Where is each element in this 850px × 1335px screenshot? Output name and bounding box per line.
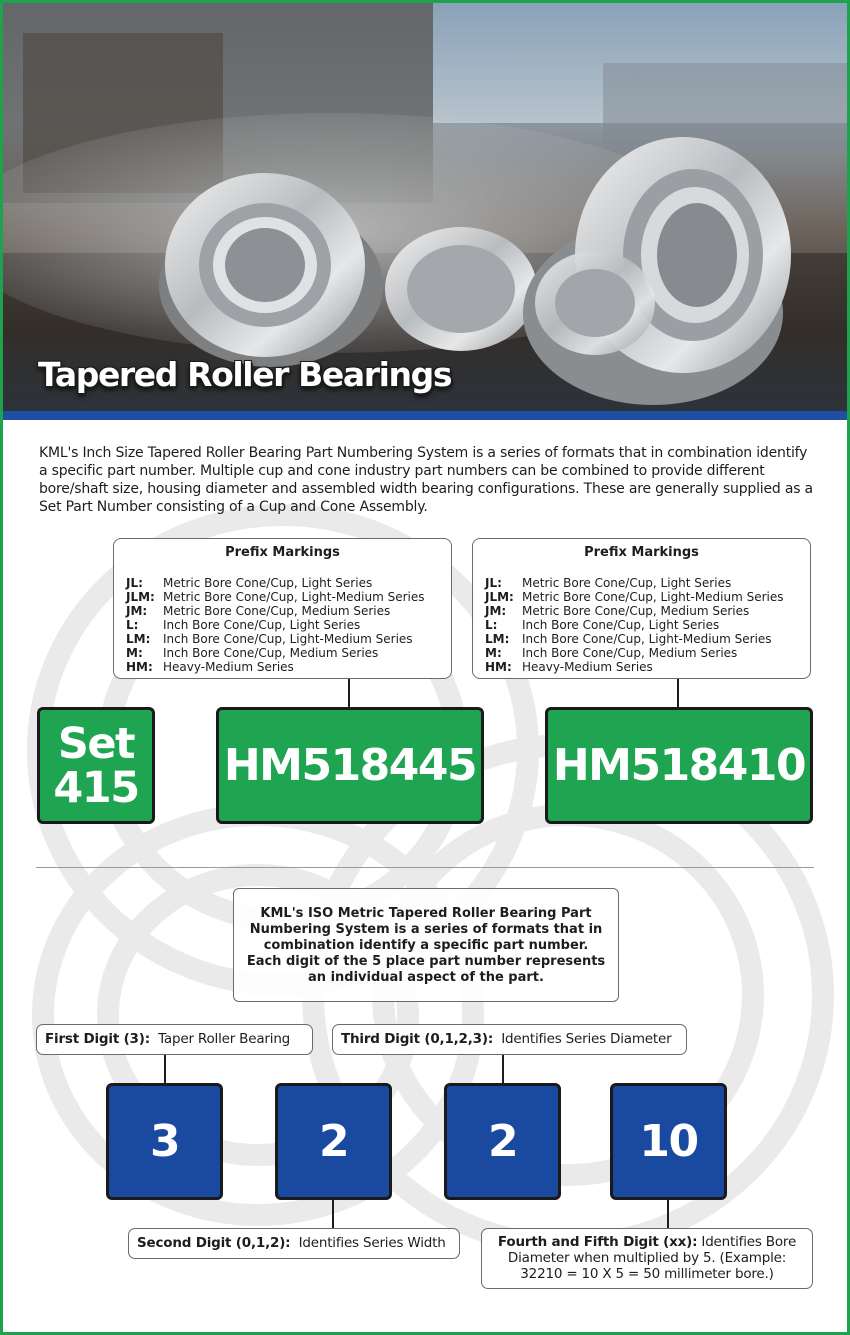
third-digit-title: Third Digit (0,1,2,3):: [341, 1031, 494, 1047]
set-part-number-tile: [37, 707, 155, 824]
prefix-code: JL:: [126, 576, 143, 590]
digit-tile-fourth-fifth: 10: [610, 1083, 727, 1200]
prefix-desc: Inch Bore Cone/Cup, Light-Medium Series: [163, 632, 413, 646]
connector-line: [348, 679, 350, 707]
prefix-row: [485, 576, 798, 590]
third-digit-label: [332, 1024, 687, 1055]
prefix-desc: Metric Bore Cone/Cup, Light Series: [522, 576, 732, 590]
second-digit-title: Second Digit (0,1,2):: [137, 1235, 291, 1251]
prefix-markings-title: Prefix Markings: [225, 545, 340, 560]
intro-paragraph: KML's Inch Size Tapered Roller Bearing Part Numbering System is a series of formats that in combination identify a specific part number. Multiple cup and cone industry part numbers can be combined to provide different bore/shaft size, housing diameter and assembled width bearing configurations. These are generally supplied as a Set Part Number consisting of a Cup and Cone Assembly.: [39, 445, 813, 515]
bearing-middle-icon: [385, 227, 537, 351]
prefix-code: LM:: [485, 632, 510, 646]
second-digit-desc: Identifies Series Width: [298, 1235, 446, 1251]
prefix-row: [126, 604, 439, 618]
bearing-photo-icon: [3, 3, 847, 413]
prefix-desc: Inch Bore Cone/Cup, Light Series: [522, 618, 720, 632]
prefix-code: JL:: [485, 576, 502, 590]
prefix-markings-title: Prefix Markings: [584, 545, 699, 560]
prefix-desc: Inch Bore Cone/Cup, Light Series: [163, 618, 361, 632]
prefix-row: [485, 646, 798, 660]
prefix-desc: Metric Bore Cone/Cup, Medium Series: [163, 604, 391, 618]
prefix-row: [126, 618, 439, 632]
prefix-row: [485, 590, 798, 604]
connector-line: [502, 1055, 504, 1083]
cup-part-number-tile: HM518410: [545, 707, 813, 824]
prefix-desc: Metric Bore Cone/Cup, Light Series: [163, 576, 373, 590]
prefix-markings-box-cone: [113, 538, 452, 679]
prefix-row: [126, 646, 439, 660]
second-digit-label: [128, 1228, 460, 1259]
prefix-desc: Inch Bore Cone/Cup, Light-Medium Series: [522, 632, 772, 646]
fourth-fifth-digit-label: [481, 1228, 813, 1289]
prefix-row: [485, 660, 798, 674]
prefix-desc: Inch Bore Cone/Cup, Medium Series: [522, 646, 738, 660]
prefix-code: L:: [485, 618, 498, 632]
prefix-desc: Heavy-Medium Series: [522, 660, 653, 674]
digit-tile-first: 3: [106, 1083, 223, 1200]
prefix-code: JM:: [485, 604, 507, 618]
digit-tile-second: 2: [275, 1083, 392, 1200]
section-divider: [36, 867, 814, 868]
connector-line: [677, 679, 679, 707]
set-number: 415: [53, 762, 139, 813]
set-label: Set: [57, 718, 135, 769]
prefix-desc: Inch Bore Cone/Cup, Medium Series: [163, 646, 379, 660]
first-digit-label: [36, 1024, 313, 1055]
prefix-code: M:: [485, 646, 502, 660]
connector-line: [332, 1200, 334, 1228]
digit-tile-third: 2: [444, 1083, 561, 1200]
hero-banner: [3, 3, 847, 413]
prefix-row: [126, 660, 439, 674]
page-title: Tapered Roller Bearings: [38, 355, 452, 394]
prefix-code: M:: [126, 646, 143, 660]
prefix-row: [485, 618, 798, 632]
cone-part-number-tile: HM518445: [216, 707, 484, 824]
prefix-row: [126, 576, 439, 590]
prefix-row: [485, 604, 798, 618]
prefix-code: JM:: [126, 604, 148, 618]
prefix-row: [126, 590, 439, 604]
third-digit-desc: Identifies Series Diameter: [501, 1031, 672, 1047]
iso-description-box: KML's ISO Metric Tapered Roller Bearing Part Numbering System is a series of formats that in combination identify a specific part number. Each digit of the 5 place part number represents an individual aspect of the part.: [233, 888, 619, 1002]
connector-line: [164, 1055, 166, 1083]
hero-divider-stripe: [3, 411, 847, 420]
prefix-row: [126, 632, 439, 646]
prefix-desc: Metric Bore Cone/Cup, Light-Medium Series: [522, 590, 784, 604]
prefix-code: JLM:: [126, 590, 155, 604]
fourth-fifth-digit-title: Fourth and Fifth Digit (xx):: [497, 1234, 698, 1250]
prefix-desc: Heavy-Medium Series: [163, 660, 294, 674]
first-digit-desc: Taper Roller Bearing: [158, 1031, 291, 1047]
prefix-code: HM:: [485, 660, 512, 674]
prefix-desc: Metric Bore Cone/Cup, Light-Medium Series: [163, 590, 425, 604]
prefix-code: L:: [126, 618, 139, 632]
connector-line: [667, 1200, 669, 1228]
prefix-desc: Metric Bore Cone/Cup, Medium Series: [522, 604, 750, 618]
prefix-code: LM:: [126, 632, 151, 646]
prefix-code: HM:: [126, 660, 153, 674]
fourth-fifth-digit-desc: Identifies Bore Diameter when multiplied by 5. (Example: 32210 = 10 X 5 = 50 millimeter bore.): [507, 1234, 797, 1282]
prefix-code: JLM:: [485, 590, 514, 604]
prefix-row: [485, 632, 798, 646]
prefix-markings-box-cup: [472, 538, 811, 679]
first-digit-title: First Digit (3):: [45, 1031, 150, 1047]
